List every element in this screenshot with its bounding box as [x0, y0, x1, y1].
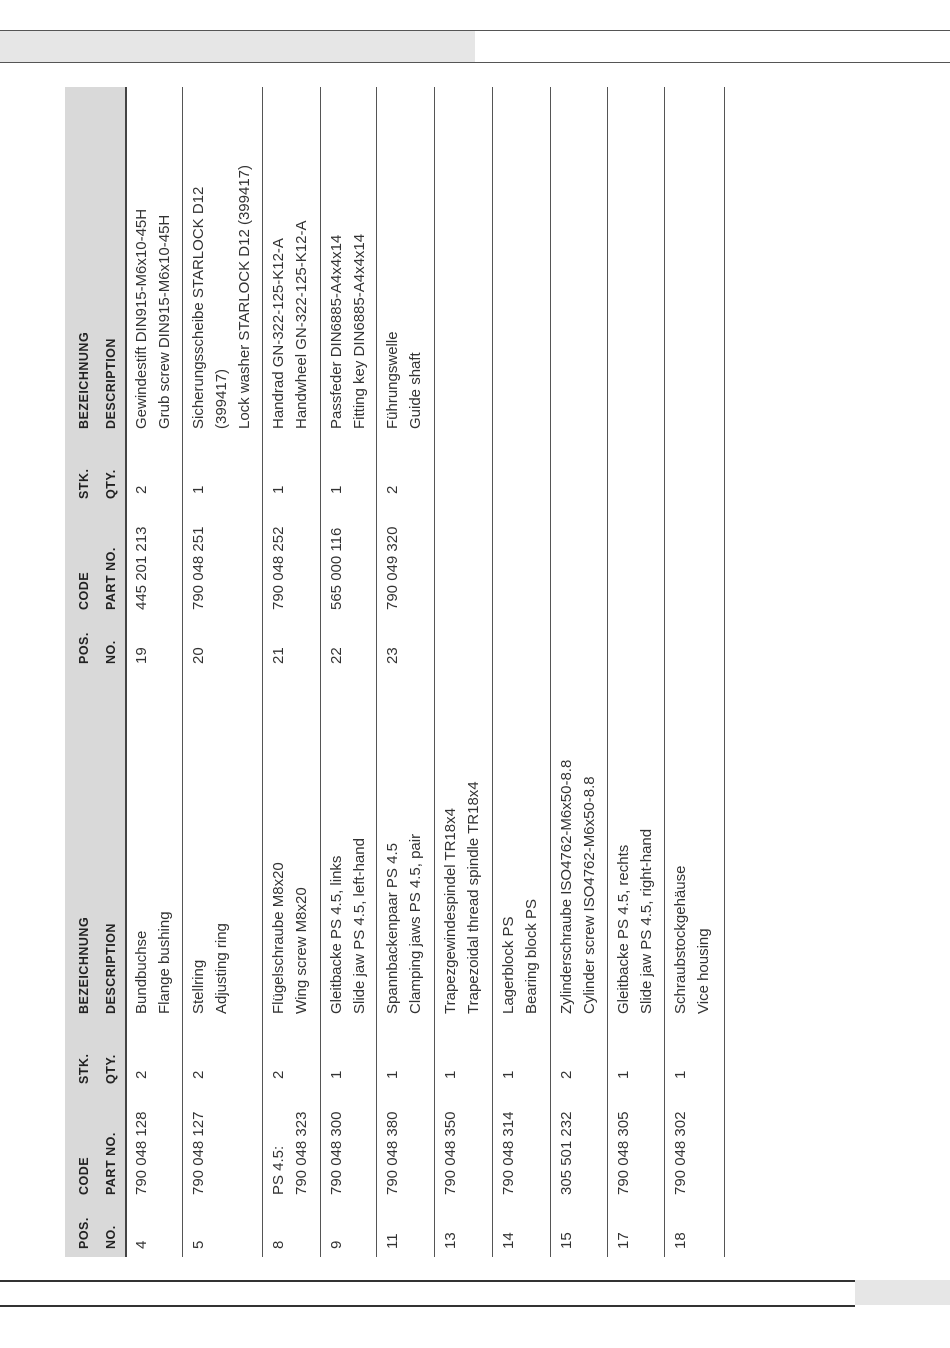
parts-list-table: [65, 87, 730, 1257]
cell-qty: [325, 486, 348, 494]
cell-part-no: [497, 1112, 520, 1195]
cell-pos-no: [555, 1232, 578, 1249]
cell-part-no-code: 790 048 251: [190, 526, 207, 610]
cell-part-no-code: 790 048 314: [500, 1111, 517, 1195]
cell-part-no-code: 790 048 127: [190, 1111, 207, 1195]
header-rule: [125, 672, 127, 1257]
row-separator: [376, 672, 377, 1257]
top-header-band: [0, 30, 475, 62]
cell-pos-no-pos: 21: [270, 647, 287, 664]
cell-pos-no-pos: 9: [328, 1240, 345, 1249]
cell-part-no-code: 790 048 350: [442, 1111, 459, 1195]
cell-description: [267, 862, 313, 1014]
cell-description-en: Cylinder screw ISO4762-M6x50-8.8: [581, 776, 598, 1014]
header-part-no: PART NO.: [104, 1132, 118, 1195]
cell-description-en: Flange bushing: [156, 911, 173, 1014]
cell-pos-no: [381, 1233, 404, 1249]
cell-pos-no: [267, 1241, 290, 1249]
cell-part-no: [267, 527, 290, 610]
cell-description-en: (399417): [213, 368, 230, 429]
cell-description-de: Passfeder DIN6885-A4x4x14: [328, 234, 345, 429]
cell-qty: [130, 1071, 153, 1079]
header-stk: STK.: [77, 1053, 91, 1084]
cell-pos-no-pos: 17: [615, 1232, 632, 1249]
cell-pos-no-pos: 15: [558, 1232, 575, 1249]
cell-pos-no-pos: 19: [133, 647, 150, 664]
row-separator: [492, 672, 493, 1257]
cell-pos-no-pos: 5: [190, 1240, 207, 1249]
cell-pos-no-pos: 13: [442, 1232, 459, 1249]
row-separator: [262, 672, 263, 1257]
cell-qty-qty: 2: [558, 1070, 575, 1079]
row-separator: [724, 87, 725, 672]
cell-part-no: [187, 527, 210, 610]
cell-qty-qty: 1: [442, 1070, 459, 1079]
cell-part-no-code: PS 4.5:: [270, 1145, 287, 1195]
row-separator: [376, 87, 377, 672]
cell-pos-no: [187, 1241, 210, 1249]
cell-part-no-code: 790 048 380: [384, 1111, 401, 1195]
cell-description-en: Guide shaft: [407, 352, 424, 429]
cell-part-no-code2: 790 048 323: [293, 1111, 310, 1195]
header-part-no: PART NO.: [104, 547, 118, 610]
cell-pos-no: [497, 1232, 520, 1249]
cell-description-en: Fitting key DIN6885-A4x4x14: [351, 233, 368, 429]
cell-description-en: Trapezoidal thread spindle TR18x4: [465, 781, 482, 1014]
cell-pos-no: [130, 647, 153, 664]
cell-part-no: [439, 1112, 462, 1195]
cell-qty: [267, 1071, 290, 1079]
cell-qty-qty: 1: [500, 1070, 517, 1079]
cell-qty: [187, 1071, 210, 1079]
cell-qty-qty: 2: [270, 1070, 287, 1079]
cell-qty: [325, 1071, 348, 1079]
header-pos: POS.: [77, 1217, 91, 1249]
cell-description-de: Zylinderschraube ISO4762-M6x50-8.8: [558, 759, 575, 1014]
cell-qty-qty: 1: [384, 1070, 401, 1079]
row-separator: [550, 672, 551, 1257]
header-no: NO.: [104, 1225, 118, 1249]
cell-description: [187, 923, 233, 1014]
cell-pos-no: [669, 1232, 692, 1249]
cell-qty-qty: 1: [615, 1070, 632, 1079]
cell-pos-no-pos: 14: [500, 1232, 517, 1249]
row-separator: [434, 672, 435, 1257]
bottom-rule-lower: [0, 1305, 855, 1307]
cell-part-no: [669, 1112, 692, 1195]
header-bezeichnung: BEZEICHNUNG: [77, 331, 91, 429]
top-rule-lower: [0, 62, 950, 63]
cell-qty: [381, 486, 404, 494]
cell-part-no-code: 790 048 128: [133, 1111, 150, 1195]
cell-part-no: [267, 1112, 313, 1195]
cell-qty: [381, 1071, 404, 1079]
cell-qty: [497, 1071, 520, 1079]
cell-qty: [612, 1071, 635, 1079]
cell-pos-no: [187, 647, 210, 664]
cell-qty: [267, 486, 290, 494]
cell-description-de: Handrad GN-322-125-K12-A: [270, 238, 287, 429]
cell-part-no-code: 790 048 302: [672, 1111, 689, 1195]
cell-pos-no-pos: 8: [270, 1240, 287, 1249]
cell-qty-qty: 2: [384, 485, 401, 494]
cell-description-de: Stellring: [190, 959, 207, 1014]
cell-part-no: [325, 1112, 348, 1195]
cell-description-de: Gleitbacke PS 4.5, rechts: [615, 844, 632, 1014]
cell-part-no-code: 790 048 305: [615, 1111, 632, 1195]
row-separator: [320, 87, 321, 672]
header-code: CODE: [77, 571, 91, 610]
cell-description-de: Führungswelle: [384, 331, 401, 429]
cell-qty: [439, 1071, 462, 1079]
cell-description: [130, 209, 176, 429]
cell-description-de: Flügelschraube M8x20: [270, 862, 287, 1014]
cell-qty-qty: 1: [190, 485, 207, 494]
cell-description-en: Slide jaw PS 4.5, left-hand: [351, 838, 368, 1014]
cell-description: [612, 829, 658, 1014]
cell-description-en: Handwheel GN-322-125-K12-A: [293, 220, 310, 429]
cell-pos-no: [325, 1241, 348, 1249]
row-separator: [434, 87, 435, 672]
cell-description-de: Gewindestift DIN915-M6x10-45H: [133, 208, 150, 429]
cell-qty: [187, 486, 210, 494]
cell-description-de: Schraubstockgehäuse: [672, 865, 689, 1014]
cell-part-no: [381, 1112, 404, 1195]
cell-pos-no: [439, 1232, 462, 1249]
cell-description-en: Slide jaw PS 4.5, right-hand: [638, 828, 655, 1014]
header-description: DESCRIPTION: [104, 923, 118, 1014]
cell-description: [381, 331, 427, 429]
row-separator: [607, 87, 608, 672]
cell-description: [669, 866, 715, 1014]
cell-pos-no-pos: 23: [384, 647, 401, 664]
cell-part-no: [187, 1112, 210, 1195]
row-separator: [262, 87, 263, 672]
header-bezeichnung: BEZEICHNUNG: [77, 916, 91, 1014]
cell-part-no: [130, 527, 153, 610]
header-stk: STK.: [77, 468, 91, 499]
row-separator: [664, 87, 665, 672]
cell-description: [325, 234, 371, 429]
cell-description-de: Spannbackenpaar PS 4.5: [384, 843, 401, 1014]
top-rule: [0, 30, 950, 31]
cell-part-no: [381, 527, 404, 610]
cell-qty: [130, 486, 153, 494]
cell-qty-qty: 1: [328, 1070, 345, 1079]
cell-description: [325, 838, 371, 1014]
cell-description-de: Lagerblock PS: [500, 916, 517, 1014]
cell-pos-no: [612, 1232, 635, 1249]
cell-pos-no: [267, 647, 290, 664]
cell-part-no-code: 790 049 320: [384, 526, 401, 610]
cell-description-de: Trapezgewindespindel TR18x4: [442, 808, 459, 1014]
cell-part-no-code: 445 201 213: [133, 526, 150, 610]
cell-qty-qty: 2: [133, 485, 150, 494]
cell-part-no: [325, 528, 348, 610]
cell-pos-no-pos: 11: [384, 1233, 401, 1249]
cell-description-en: Adjusting ring: [213, 923, 230, 1014]
parts-list-left: [65, 672, 730, 1257]
cell-pos-no-pos: 18: [672, 1232, 689, 1249]
cell-qty-qty: 1: [328, 485, 345, 494]
header-code: CODE: [77, 1156, 91, 1195]
bottom-rule: [0, 1280, 855, 1282]
header-description: DESCRIPTION: [104, 338, 118, 429]
row-separator: [492, 87, 493, 672]
cell-description: [555, 760, 601, 1014]
header-no: NO.: [104, 640, 118, 664]
cell-pos-no-pos: 20: [190, 647, 207, 664]
cell-description: [130, 911, 176, 1014]
header-rule: [125, 87, 127, 672]
cell-description: [381, 834, 427, 1014]
cell-description-en: Wing screw M8x20: [293, 887, 310, 1014]
cell-part-no-code: 565 000 116: [328, 527, 345, 610]
row-separator: [607, 672, 608, 1257]
cell-description-de: Gleitbacke PS 4.5, links: [328, 855, 345, 1014]
cell-part-no-code: 790 048 252: [270, 526, 287, 610]
cell-qty: [555, 1071, 578, 1079]
cell-qty-qty: 1: [270, 485, 287, 494]
cell-description-en2: Lock washer STARLOCK D12 (399417): [236, 164, 253, 429]
cell-part-no: [555, 1112, 578, 1195]
cell-part-no: [130, 1112, 153, 1195]
row-separator: [550, 87, 551, 672]
cell-qty-qty: 1: [672, 1070, 689, 1079]
cell-description-de: Bundbuchse: [133, 930, 150, 1014]
cell-part-no-code: 790 048 300: [328, 1111, 345, 1195]
cell-description: [439, 781, 485, 1014]
cell-pos-no: [381, 647, 404, 664]
cell-description-en: Vice housing: [695, 928, 712, 1014]
page-number-band: [855, 1280, 950, 1305]
cell-qty: [669, 1071, 692, 1079]
cell-description-de: Sicherungsscheibe STARLOCK D12: [190, 186, 207, 429]
cell-description-en: Bearing block PS: [523, 898, 540, 1014]
cell-description: [267, 221, 313, 429]
row-separator: [182, 87, 183, 672]
cell-pos-no-pos: 22: [328, 647, 345, 664]
cell-qty-qty: 2: [133, 1070, 150, 1079]
cell-description: [497, 899, 543, 1014]
row-separator: [320, 672, 321, 1257]
header-qty: QTY.: [104, 469, 118, 499]
header-qty: QTY.: [104, 1054, 118, 1084]
row-separator: [664, 672, 665, 1257]
cell-description-en: Grub screw DIN915-M6x10-45H: [156, 214, 173, 429]
cell-description-en: Clamping jaws PS 4.5, pair: [407, 833, 424, 1014]
row-separator: [182, 672, 183, 1257]
cell-pos-no: [130, 1241, 153, 1249]
cell-part-no: [612, 1112, 635, 1195]
cell-pos-no-pos: 4: [133, 1240, 150, 1249]
cell-part-no-code: 305 501 232: [558, 1111, 575, 1195]
parts-list-right: [65, 87, 730, 672]
cell-qty-qty: 2: [190, 1070, 207, 1079]
cell-pos-no: [325, 647, 348, 664]
row-separator: [724, 672, 725, 1257]
header-pos: POS.: [77, 632, 91, 664]
cell-description: [187, 165, 256, 429]
